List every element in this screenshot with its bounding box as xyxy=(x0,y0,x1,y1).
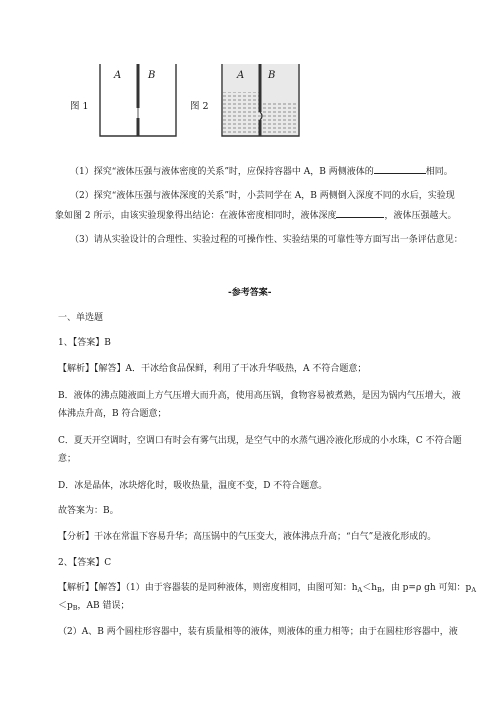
question-part-2-line-1: （2）探究“液体压强与液体深度的关系”时，小芸同学在 A，B 两侧倒入深度不同的水后，实验现 xyxy=(70,191,455,201)
beaker-figure-1 xyxy=(96,62,182,138)
section-heading: 一、单选题 xyxy=(58,313,104,323)
figure-1-label: 图 1 xyxy=(70,101,89,112)
figure-2-label: 图 2 xyxy=(190,101,209,112)
answer-2-line-3: （2）A、B 两个圆柱形容器中，装有质量相等的液体，则液体的重力相等；由于在圆柱形容器中，液 xyxy=(58,627,458,637)
question-part-1: （1）探究“液体压强与液体密度的关系”时，应保持容器中 A，B 两侧液体的 相同。 xyxy=(70,164,453,178)
question-part-2-line-2: 象如图 2 所示，由该实验现象得出结论：在液体密度相同时，液体深度 ，液体压强越大。 xyxy=(55,208,456,222)
answer-1-option-d: D．冰是晶体，冰块熔化时，吸收热量，温度不变，D 不符合题意。 xyxy=(58,481,328,491)
answer-2-line-2: $<p_B$，AB 错误； xyxy=(58,601,130,612)
answer-1-option-b-line-2: 体沸点升高，B 符合题意； xyxy=(58,409,167,419)
answer-1-option-c-line-2: 意； xyxy=(58,454,77,464)
answer-2-line-1: 【解析】【解答】（1）由于容器装的是同种液体，则密度相同，由图可知：$h_A<h_B$，由 p=ρ gh 可知：$p_A$ xyxy=(58,583,477,594)
answer-blank-2 xyxy=(336,208,384,218)
label-b: B xyxy=(148,70,156,81)
question-part-3: （3）请从实验设计的合理性、实验过程的可操作性、实验结果的可靠性等方面写出一条评估意见： xyxy=(70,235,463,245)
answer-1-choice: 故答案为：B。 xyxy=(58,506,119,516)
beaker-figure-2 xyxy=(218,62,304,138)
answer-1-option-b-line-1: B．液体的沸点随液面上方气压增大而升高，使用高压锅，食物容易被煮熟，是因为锅内气压增大，液 xyxy=(58,391,461,401)
answer-1-option-c-line-1: C．夏天开空调时，空调口有时会有雾气出现，是空气中的水蒸气遇冷液化形成的小水珠，C 不符合题 xyxy=(58,436,462,446)
answer-2-head: 2、【答案】C xyxy=(58,558,112,568)
answer-1-head: 1、【答案】B xyxy=(58,338,111,348)
answer-1-explain: 【解析】【解答】A．干冰给食品保鲜，利用了干冰升华吸热，A 不符合题意； xyxy=(58,364,367,374)
label-a: A xyxy=(114,70,122,81)
answer-blank-1 xyxy=(374,164,426,174)
answer-1-analysis: 【分析】干冰在常温下容易升华；高压锅中的气压变大，液体沸点升高；“白气”是液化形成的。 xyxy=(58,532,437,542)
label-a-2: A xyxy=(237,70,245,81)
answer-title: -参考答案- xyxy=(228,288,272,298)
label-b-2: B xyxy=(268,70,276,81)
